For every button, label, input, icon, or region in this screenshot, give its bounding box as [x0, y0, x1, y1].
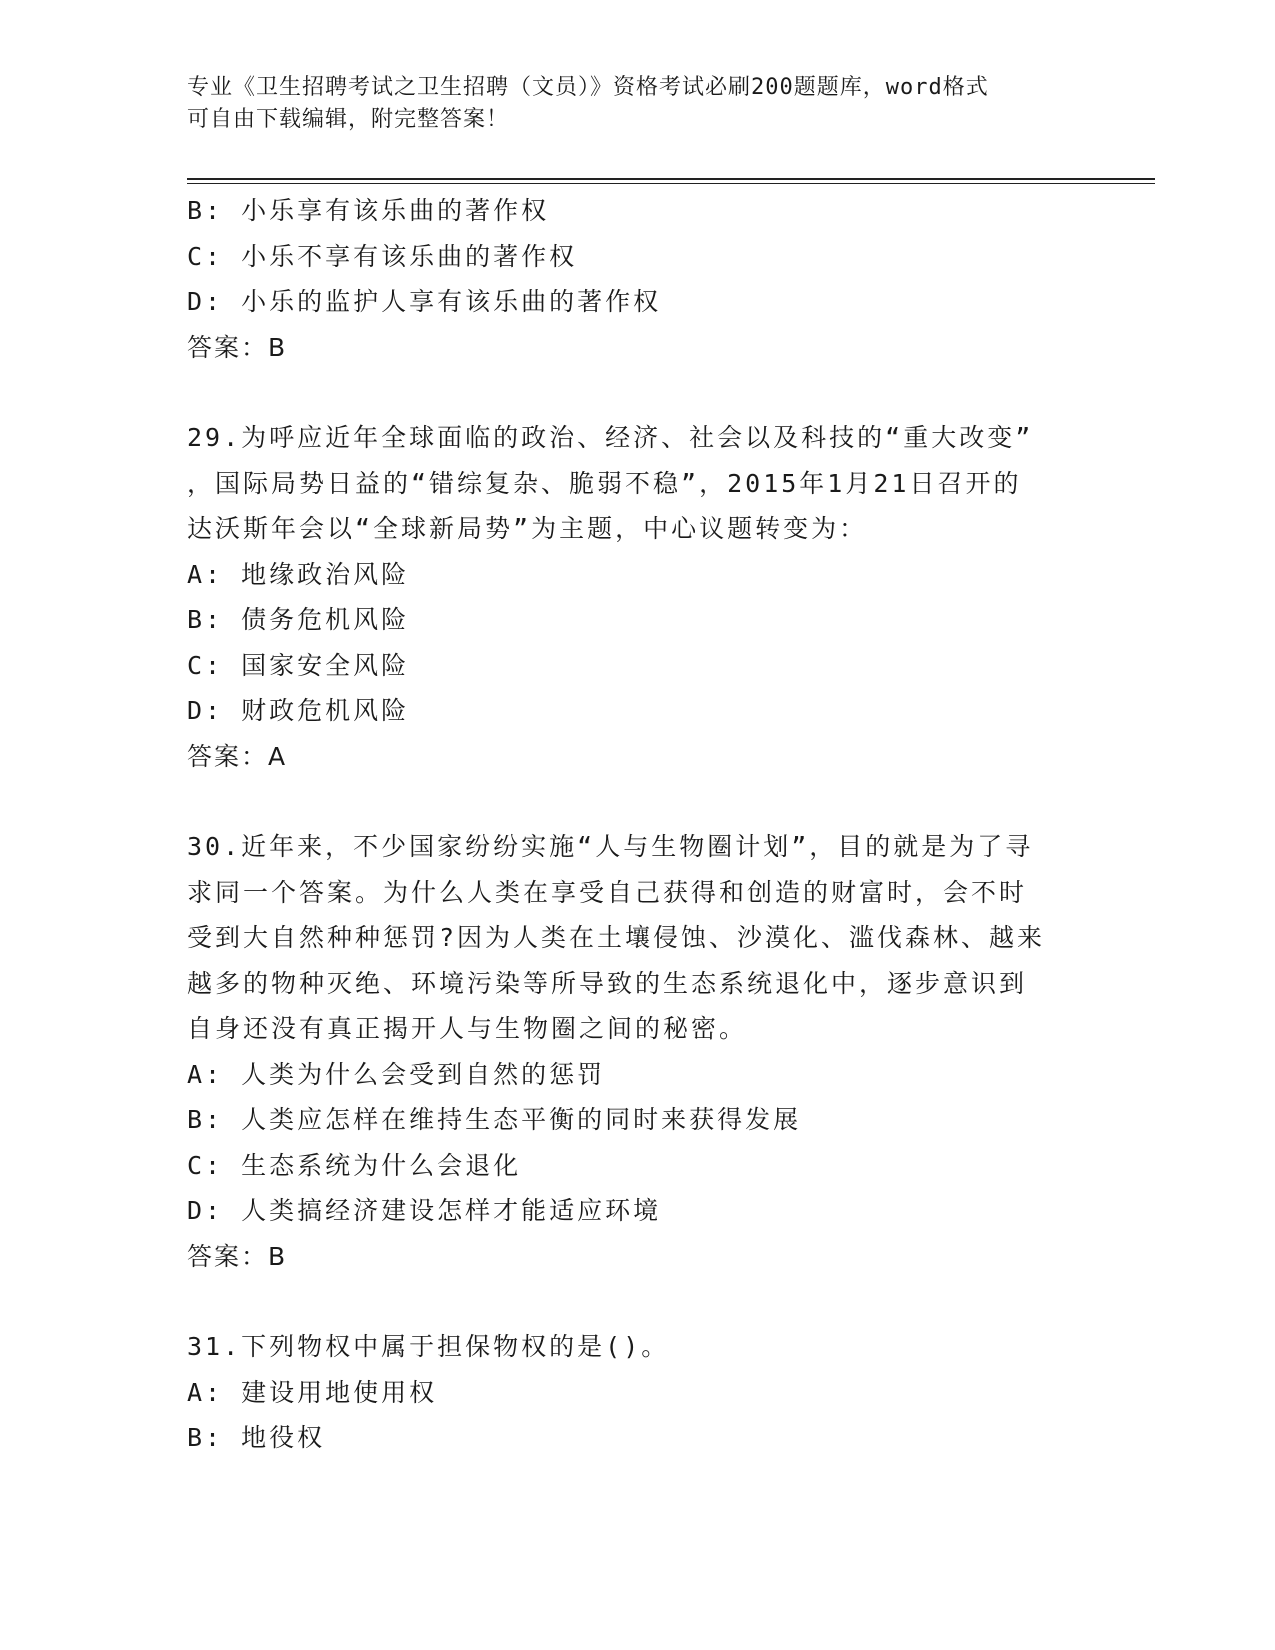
option-b: B: 债务危机风险: [187, 605, 410, 634]
option-b: B: 小乐享有该乐曲的著作权: [187, 196, 550, 225]
option-a: A: 地缘政治风险: [187, 559, 410, 589]
option-c: C: 国家安全风险: [187, 650, 410, 680]
question-text: 30.近年来，不少国家纷纷实施“人与生物圈计划”，目的就是为了寻: [187, 832, 1034, 861]
option-d: D: 人类搞经济建设怎样才能适应环境: [187, 1196, 662, 1225]
question-text: 越多的物种灭绝、环境污染等所导致的生态系统退化中，逐步意识到: [187, 968, 1028, 998]
option-c: C: 生态系统为什么会退化: [187, 1150, 522, 1180]
option-a: A: 人类为什么会受到自然的惩罚: [187, 1059, 606, 1089]
header-divider: [187, 178, 1155, 180]
question-content: [187, 188, 1087, 1461]
question-text: 受到大自然种种惩罚?因为人类在土壤侵蚀、沙漠化、滥伐森林、越来: [187, 923, 1046, 952]
question-text: ，国际局势日益的“错综复杂、脆弱不稳”，2015年1月21日召开的: [187, 468, 1022, 498]
header-line-1: 专业《卫生招聘考试之卫生招聘（文员）》资格考试必刷200题题库，word格式: [187, 75, 989, 100]
option-c: C: 小乐不享有该乐曲的著作权: [187, 241, 578, 271]
question-text: 求同一个答案。为什么人类在享受自己获得和创造的财富时，会不时: [187, 877, 1028, 907]
header-divider-thin: [187, 183, 1155, 184]
question-31: [187, 1324, 1087, 1461]
option-b: B: 地役权: [187, 1423, 326, 1452]
option-b: B: 人类应怎样在维持生态平衡的同时来获得发展: [187, 1105, 802, 1134]
header-line-2: 可自由下载编辑，附完整答案！: [187, 107, 510, 132]
answer: 答案：A: [187, 741, 288, 771]
question-text: 31.下列物权中属于担保物权的是()。: [187, 1332, 670, 1361]
option-d: D: 财政危机风险: [187, 696, 410, 725]
option-a: A: 建设用地使用权: [187, 1377, 438, 1407]
question-29: [187, 415, 1087, 779]
question-30: [187, 824, 1087, 1279]
document-header: [187, 72, 1067, 136]
question-text: 29.为呼应近年全球面临的政治、经济、社会以及科技的“重大改变”: [187, 423, 1034, 452]
answer: 答案：B: [187, 332, 288, 362]
question-28-tail: [187, 188, 1087, 370]
question-text: 达沃斯年会以“全球新局势”为主题，中心议题转变为：: [187, 514, 868, 543]
option-d: D: 小乐的监护人享有该乐曲的著作权: [187, 287, 662, 316]
question-text: 自身还没有真正揭开人与生物圈之间的秘密。: [187, 1014, 748, 1043]
answer: 答案：B: [187, 1241, 288, 1271]
